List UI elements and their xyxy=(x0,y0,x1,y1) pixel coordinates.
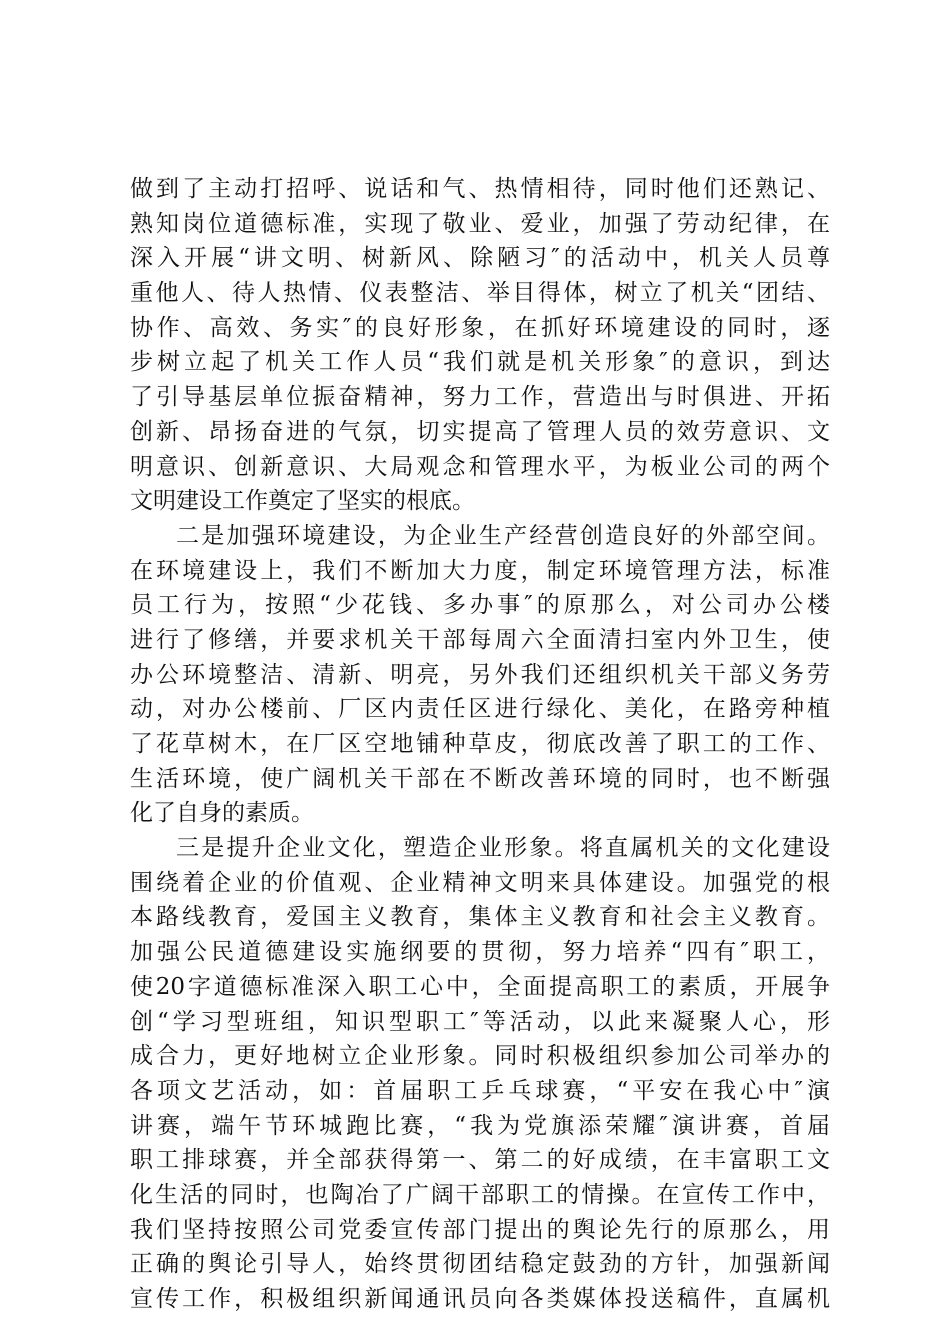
text-line: 成合力，更好地树立企业形象。同时积极组织参加公司举办的 xyxy=(130,1043,830,1070)
text-line: 宣传工作，积极组织新闻通讯员向各类媒体投送稿件，直属机 xyxy=(130,1286,830,1312)
text-line: 创“学习型班组，知识型职工″等活动，以此来凝聚人心，形 xyxy=(130,1008,830,1035)
text-line: 熟知岗位道德标准，实现了敬业、爱业，加强了劳动纪律，在 xyxy=(130,210,830,237)
text-line: 三是提升企业文化，塑造企业形象。将直属机关的文化建设 xyxy=(176,835,830,862)
text-line: 本路线教育，爱国主义教育，集体主义教育和社会主义教育。 xyxy=(130,904,830,931)
text-line: 员工行为，按照“少花钱、多办事″的原那么，对公司办公楼 xyxy=(130,592,830,619)
text-line: 二是加强环境建设，为企业生产经营创造良好的外部空间。 xyxy=(176,522,830,549)
text-line: 各项文艺活动，如：首届职工乒乓球赛，“平安在我心中″演 xyxy=(130,1077,830,1104)
text-line: 讲赛，端午节环城跑比赛，“我为党旗添荣耀″演讲赛，首届 xyxy=(130,1112,830,1139)
text-line: 创新、昂扬奋进的气氛，切实提高了管理人员的效劳意识、文 xyxy=(130,418,830,445)
text-line: 重他人、待人热情、仪表整洁、举目得体，树立了机关“团结、 xyxy=(130,280,830,307)
text-line: 化生活的同时，也陶冶了广阔干部职工的情操。在宣传工作中， xyxy=(130,1181,830,1208)
text-line: 办公环境整洁、清新、明亮，另外我们还组织机关干部义务劳 xyxy=(130,661,830,688)
paragraph-3 xyxy=(130,831,830,1317)
text-line: 深入开展“讲文明、树新风、除陋习″的活动中，机关人员尊 xyxy=(130,245,830,272)
paragraph-2 xyxy=(130,519,830,831)
text-line: 化了自身的素质。 xyxy=(130,800,314,827)
text-line: 在环境建设上，我们不断加大力度，制定环境管理方法，标准 xyxy=(130,557,830,584)
text-line: 做到了主动打招呼、说话和气、热情相待，同时他们还熟记、 xyxy=(130,176,830,202)
text-line: 步树立起了机关工作人员“我们就是机关形象″的意识，到达 xyxy=(130,349,830,376)
text-line: 协作、高效、务实″的良好形象，在抓好环境建设的同时，逐 xyxy=(130,314,830,341)
text-line: 文明建设工作奠定了坚实的根底。 xyxy=(130,488,475,515)
text-line: 明意识、创新意识、大局观念和管理水平，为板业公司的两个 xyxy=(130,453,830,480)
text-line: 职工排球赛，并全部获得第一、第二的好成绩，在丰富职工文 xyxy=(130,1147,830,1174)
text-line: 生活环境，使广阔机关干部在不断改善环境的同时，也不断强 xyxy=(130,765,830,792)
paragraph-1 xyxy=(130,172,830,519)
text-line: 正确的舆论引导人，始终贯彻团结稳定鼓劲的方针，加强新闻 xyxy=(130,1251,830,1278)
text-line: 了花草树木，在厂区空地铺种草皮，彻底改善了职工的工作、 xyxy=(130,731,830,757)
text-line: 动，对办公楼前、厂区内责任区进行绿化、美化，在路旁种植 xyxy=(130,696,830,723)
text-line: 进行了修缮，并要求机关干部每周六全面清扫室内外卫生，使 xyxy=(130,626,830,653)
text-line: 加强公民道德建设实施纲要的贯彻，努力培养“四有″职工， xyxy=(130,939,830,966)
text-line: 了引导基层单位振奋精神，努力工作，营造出与时俱进、开拓 xyxy=(130,384,830,411)
text-line: 围绕着企业的价值观、企业精神文明来具体建设。加强党的根 xyxy=(130,869,830,896)
text-line: 使20字道德标准深入职工心中，全面提高职工的素质，开展争 xyxy=(130,973,830,1000)
text-line: 我们坚持按照公司党委宣传部门提出的舆论先行的原那么，用 xyxy=(130,1216,830,1243)
body-text xyxy=(130,172,830,1317)
